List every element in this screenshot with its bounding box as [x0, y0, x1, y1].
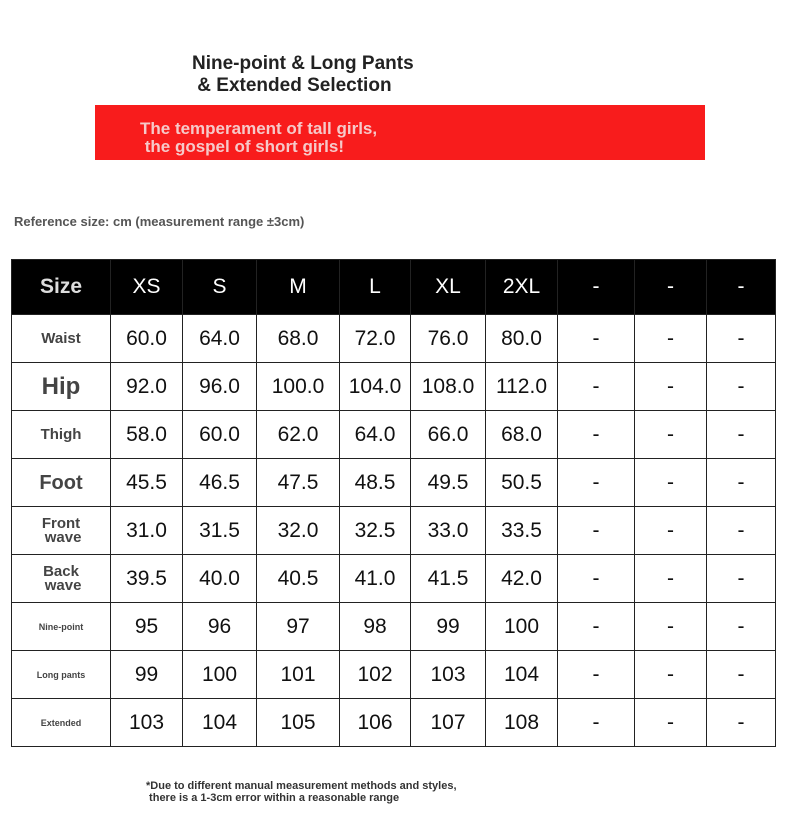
- size-table: [11, 259, 776, 747]
- table-cell: 104: [183, 699, 257, 747]
- column-header: XL: [411, 260, 486, 315]
- reference-note: Reference size: cm (measurement range ±3cm): [14, 214, 305, 229]
- column-header: 2XL: [486, 260, 558, 315]
- table-cell: -: [635, 555, 707, 603]
- table-cell: 99: [111, 651, 183, 699]
- table-cell: 33.5: [486, 507, 558, 555]
- table-cell: -: [707, 603, 776, 651]
- column-header: Size: [12, 260, 111, 315]
- banner-text: The temperament of tall girls, the gospel of short girls!: [140, 119, 378, 156]
- table-cell: -: [635, 603, 707, 651]
- table-cell: 32.0: [257, 507, 340, 555]
- table-cell: 96: [183, 603, 257, 651]
- table-cell: -: [558, 459, 635, 507]
- table-cell: 40.0: [183, 555, 257, 603]
- column-header: S: [183, 260, 257, 315]
- table-cell: -: [707, 555, 776, 603]
- footnote: *Due to different manual measurement methods and styles, there is a 1-3cm error within a reasonable range: [146, 780, 457, 804]
- row-label: Back wave: [12, 555, 111, 603]
- table-cell: 97: [257, 603, 340, 651]
- table-cell: 106: [340, 699, 411, 747]
- table-cell: 92.0: [111, 363, 183, 411]
- table-cell: 108: [486, 699, 558, 747]
- table-cell: 95: [111, 603, 183, 651]
- table-cell: 39.5: [111, 555, 183, 603]
- table-cell: 60.0: [111, 315, 183, 363]
- table-row: [12, 507, 776, 555]
- table-cell: 60.0: [183, 411, 257, 459]
- table-row: [12, 411, 776, 459]
- row-label: Hip: [12, 363, 111, 411]
- table-cell: -: [707, 411, 776, 459]
- table-cell: 107: [411, 699, 486, 747]
- table-cell: 102: [340, 651, 411, 699]
- table-cell: -: [635, 315, 707, 363]
- table-cell: -: [558, 651, 635, 699]
- table-cell: -: [558, 363, 635, 411]
- table-row: [12, 555, 776, 603]
- table-cell: 100: [486, 603, 558, 651]
- table-cell: -: [707, 699, 776, 747]
- table-cell: -: [707, 315, 776, 363]
- table-cell: 80.0: [486, 315, 558, 363]
- table-cell: -: [635, 507, 707, 555]
- table-row: [12, 363, 776, 411]
- table-cell: 62.0: [257, 411, 340, 459]
- table-cell: -: [635, 651, 707, 699]
- table-cell: 48.5: [340, 459, 411, 507]
- table-cell: 104.0: [340, 363, 411, 411]
- column-header: L: [340, 260, 411, 315]
- table-cell: 50.5: [486, 459, 558, 507]
- row-label: Waist: [12, 315, 111, 363]
- table-cell: 68.0: [257, 315, 340, 363]
- table-cell: -: [635, 363, 707, 411]
- table-cell: 40.5: [257, 555, 340, 603]
- table-cell: 108.0: [411, 363, 486, 411]
- banner: [95, 105, 705, 160]
- table-cell: 100: [183, 651, 257, 699]
- row-label: Front wave: [12, 507, 111, 555]
- table-cell: 103: [111, 699, 183, 747]
- table-cell: 41.5: [411, 555, 486, 603]
- table-row: [12, 315, 776, 363]
- header-row: [12, 260, 776, 315]
- table-cell: -: [707, 363, 776, 411]
- table-cell: 64.0: [183, 315, 257, 363]
- table-cell: 100.0: [257, 363, 340, 411]
- table-cell: 49.5: [411, 459, 486, 507]
- table-cell: 96.0: [183, 363, 257, 411]
- table-cell: 99: [411, 603, 486, 651]
- table-cell: -: [558, 411, 635, 459]
- table-cell: -: [558, 699, 635, 747]
- table-cell: 64.0: [340, 411, 411, 459]
- table-cell: -: [635, 699, 707, 747]
- row-label: Foot: [12, 459, 111, 507]
- table-cell: 47.5: [257, 459, 340, 507]
- row-label: Extended: [12, 699, 111, 747]
- table-cell: 45.5: [111, 459, 183, 507]
- table-cell: 33.0: [411, 507, 486, 555]
- table-cell: 42.0: [486, 555, 558, 603]
- table-cell: 32.5: [340, 507, 411, 555]
- column-header: XS: [111, 260, 183, 315]
- table-cell: 103: [411, 651, 486, 699]
- table-cell: -: [558, 603, 635, 651]
- column-header: -: [707, 260, 776, 315]
- column-header: -: [635, 260, 707, 315]
- page-title: Nine-point & Long Pants & Extended Selection: [192, 53, 414, 96]
- table-cell: 112.0: [486, 363, 558, 411]
- table-cell: 101: [257, 651, 340, 699]
- column-header: M: [257, 260, 340, 315]
- row-label: Thigh: [12, 411, 111, 459]
- row-label: Long pants: [12, 651, 111, 699]
- table-row: [12, 459, 776, 507]
- table-cell: 105: [257, 699, 340, 747]
- table-cell: -: [558, 507, 635, 555]
- table-cell: 58.0: [111, 411, 183, 459]
- table-cell: 76.0: [411, 315, 486, 363]
- table-cell: 41.0: [340, 555, 411, 603]
- table-cell: 46.5: [183, 459, 257, 507]
- table-cell: 31.5: [183, 507, 257, 555]
- row-label: Nine-point: [12, 603, 111, 651]
- table-cell: -: [558, 315, 635, 363]
- table-cell: 66.0: [411, 411, 486, 459]
- table-cell: 68.0: [486, 411, 558, 459]
- table-row: [12, 699, 776, 747]
- table-cell: -: [635, 411, 707, 459]
- table-cell: -: [558, 555, 635, 603]
- table-cell: 98: [340, 603, 411, 651]
- column-header: -: [558, 260, 635, 315]
- table-cell: 72.0: [340, 315, 411, 363]
- table-cell: -: [707, 651, 776, 699]
- table-row: [12, 603, 776, 651]
- table-cell: -: [707, 507, 776, 555]
- table-cell: -: [635, 459, 707, 507]
- table-cell: -: [707, 459, 776, 507]
- table-cell: 104: [486, 651, 558, 699]
- table-cell: 31.0: [111, 507, 183, 555]
- table-row: [12, 651, 776, 699]
